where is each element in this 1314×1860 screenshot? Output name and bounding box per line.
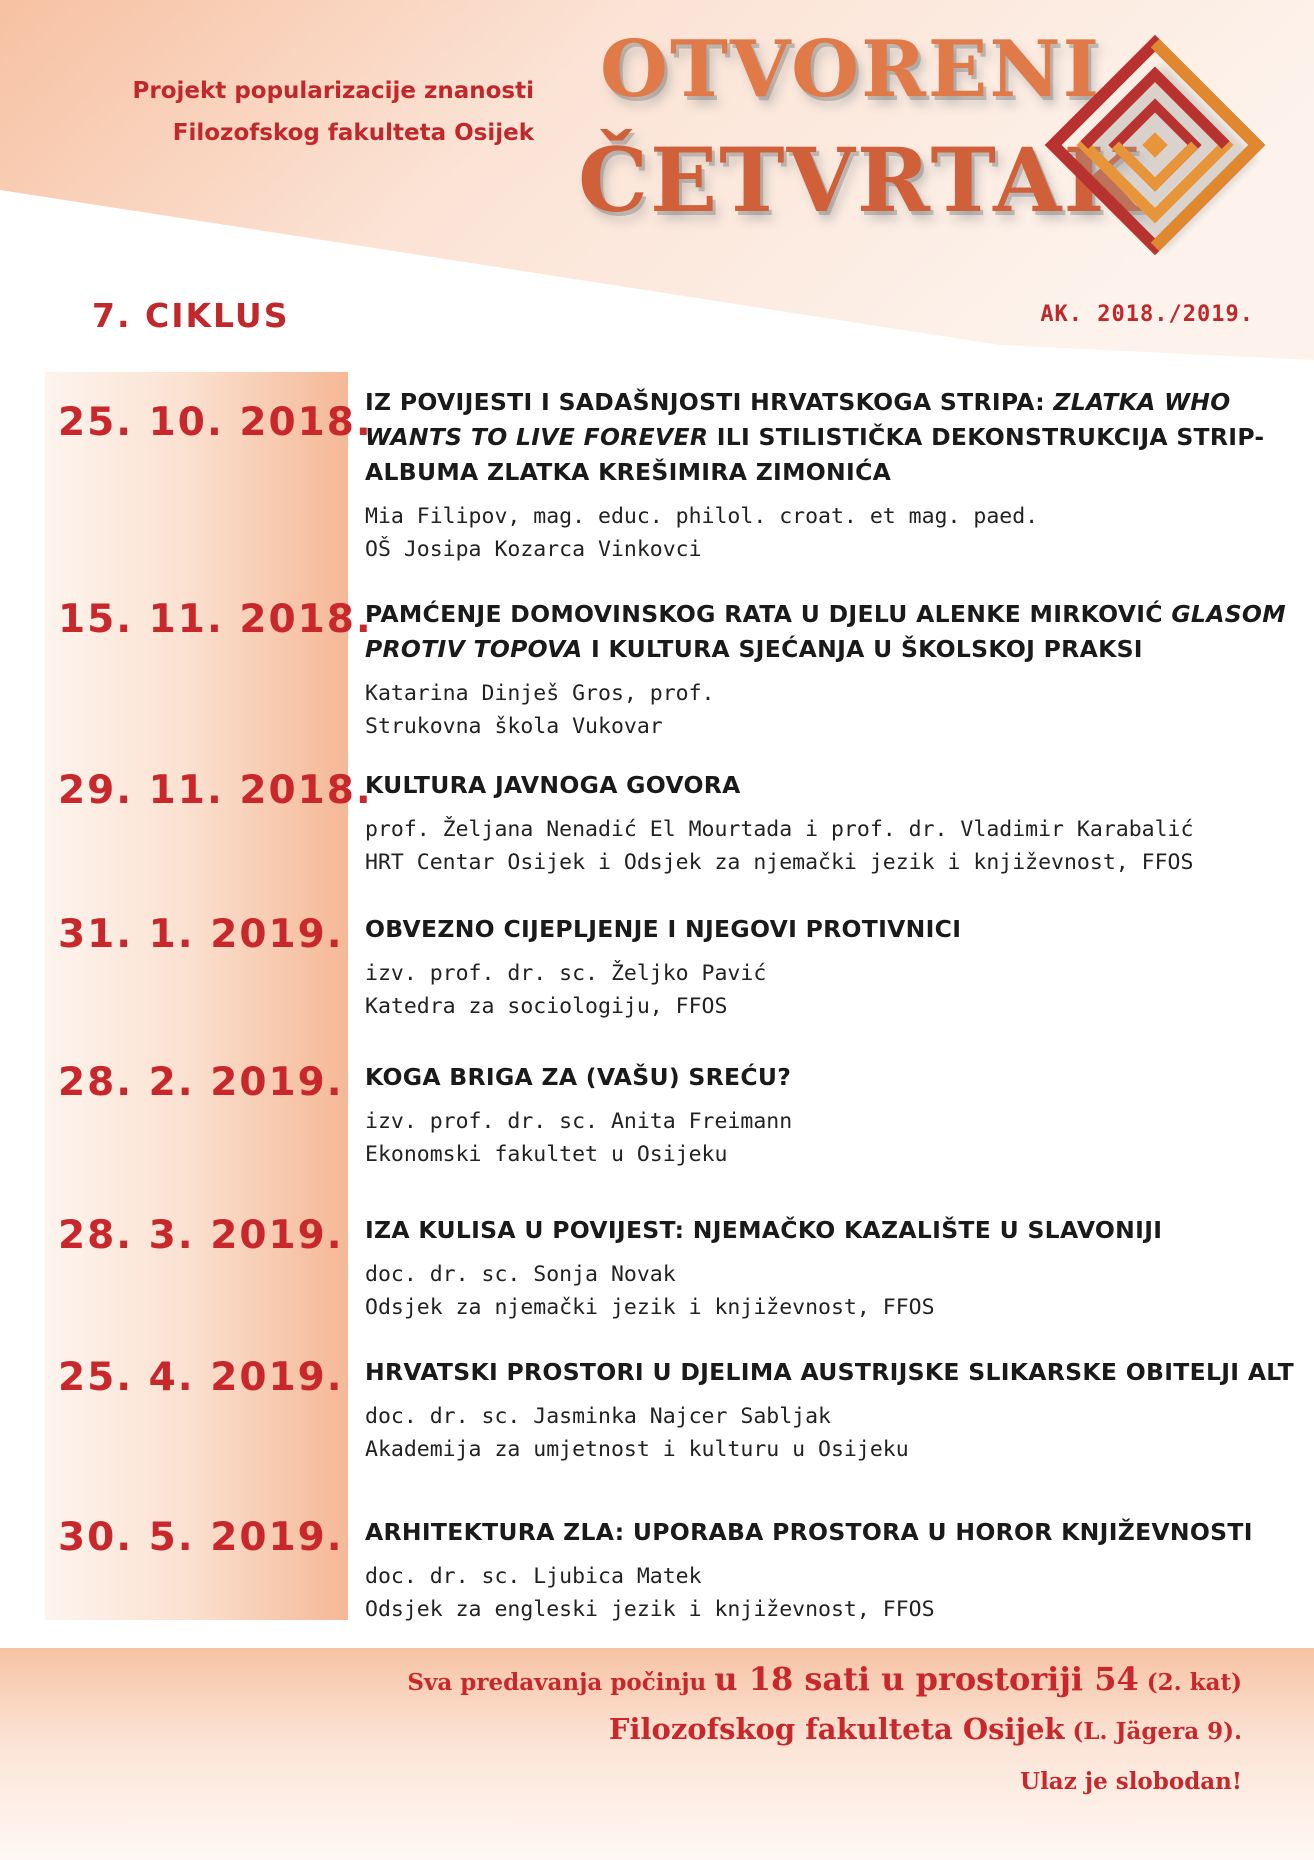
event-speaker: izv. prof. dr. sc. Željko Pavić [365,961,767,986]
event-speaker: doc. dr. sc. Jasminka Najcer Sabljak [365,1404,831,1429]
event-date: 28. 3. 2019. [58,1213,344,1258]
event-title-part: PAMĆENJE DOMOVINSKOG RATA U DJELU ALENKE MIRKOVIĆ [365,600,1172,628]
event-body [365,597,1295,743]
event-speaker: Katarina Dinješ Gros, prof. [365,681,715,706]
event-title-part: IZA KULISA U POVIJEST: NJEMAČKO KAZALIŠTE U SLAVONIJI [365,1216,1163,1244]
event-date: 25. 10. 2018. [58,400,373,445]
event-date: 25. 4. 2019. [58,1355,344,1400]
event-speaker: doc. dr. sc. Ljubica Matek [365,1564,702,1589]
project-line-1: Projekt popularizacije znanosti [132,78,534,104]
footer-free-entry: Ulaz je slobodan! [1020,1768,1242,1795]
event-date: 29. 11. 2018. [58,768,373,813]
event-affiliation: Odsjek za njemački jezik i književnost, FFOS [365,1295,935,1320]
event-body [365,1213,1295,1324]
event-date: 30. 5. 2019. [58,1515,344,1560]
event-affiliation: Strukovna škola Vukovar [365,714,663,739]
event-title-part: HRVATSKI PROSTORI U DJELIMA AUSTRIJSKE SLIKARSKE OBITELJI ALT [365,1358,1295,1386]
event-speaker: prof. Željana Nenadić El Mourtada i prof. dr. Vladimir Karabalić [365,817,1194,842]
event-affiliation: OŠ Josipa Kozarca Vinkovci [365,537,702,562]
date-column-background [45,372,348,1620]
event-body [365,912,1295,1023]
event-title-part: OBVEZNO CIJEPLJENJE I NJEGOVI PROTIVNICI [365,915,962,943]
event-speaker: doc. dr. sc. Sonja Novak [365,1262,676,1287]
footer-time-room: u 18 sati u prostoriji 54 [714,1660,1139,1698]
event-title [365,385,1295,490]
event-body [365,385,1295,566]
title-cetvrtak: ČETVRTAK [578,128,1142,232]
event-title-part: I KULTURA SJEĆANJA U ŠKOLSKOJ PRAKSI [582,635,1143,663]
title-otvoreni: OTVORENI [600,24,1102,115]
project-line-2: Filozofskog fakulteta Osijek [172,120,534,146]
event-body [365,1355,1295,1466]
event-affiliation: HRT Centar Osijek i Odsjek za njemački jezik i književnost, FFOS [365,850,1194,875]
event-affiliation: Ekonomski fakultet u Osijeku [365,1142,728,1167]
event-title [365,597,1295,667]
event-title-part: KULTURA JAVNOGA GOVORA [365,771,741,799]
event-title-part: IZ POVIJESTI I SADAŠNJOSTI HRVATSKOGA STRIPA: [365,388,1054,416]
event-title [365,768,1295,803]
event-title [365,1515,1295,1550]
event-body [365,1515,1295,1626]
event-date: 31. 1. 2019. [58,912,344,957]
event-title-italic-part: GLASOM PROTIV TOPOVA [365,600,1286,663]
event-title [365,1355,1295,1390]
event-date: 15. 11. 2018. [58,597,373,642]
event-title [365,1060,1295,1095]
footer-address: (L. Jägera 9). [1064,1718,1242,1745]
event-affiliation: Katedra za sociologiju, FFOS [365,994,728,1019]
event-body [365,1060,1295,1171]
footer-faculty: Filozofskog fakulteta Osijek [608,1712,1065,1746]
event-body [365,768,1295,879]
event-title-part: ARHITEKTURA ZLA: UPORABA PROSTORA U HOROR KNJIŽEVNOSTI [365,1518,1253,1546]
event-title-part: ILI STILISTIČKA DEKONSTRUKCIJA STRIP-ALBUMA ZLATKA KREŠIMIRA ZIMONIĆA [365,423,1265,486]
meander-square-logo-icon [1040,30,1270,260]
event-title [365,1213,1295,1248]
event-affiliation: Odsjek za engleski jezik i književnost, FFOS [365,1597,935,1622]
academic-year: AK. 2018./2019. [1040,302,1254,327]
event-date: 28. 2. 2019. [58,1060,344,1105]
event-speaker: Mia Filipov, mag. educ. philol. croat. et mag. paed. [365,504,1039,529]
event-affiliation: Akademija za umjetnost i kulturu u Osijeku [365,1437,909,1462]
event-title [365,912,1295,947]
footer-line-1 [407,1660,1242,1698]
footer-start-text: Sva predavanja počinju [407,1669,715,1696]
event-title-part: KOGA BRIGA ZA (VAŠU) SREĆU? [365,1063,792,1091]
event-title-italic-part: ZLATKA WHO WANTS TO LIVE FOREVER [365,388,1231,451]
event-speaker: izv. prof. dr. sc. Anita Freimann [365,1109,793,1134]
footer-line-2 [609,1712,1242,1746]
footer-floor: (2. kat) [1138,1669,1242,1696]
cycle-label: 7. CIKLUS [92,296,290,335]
